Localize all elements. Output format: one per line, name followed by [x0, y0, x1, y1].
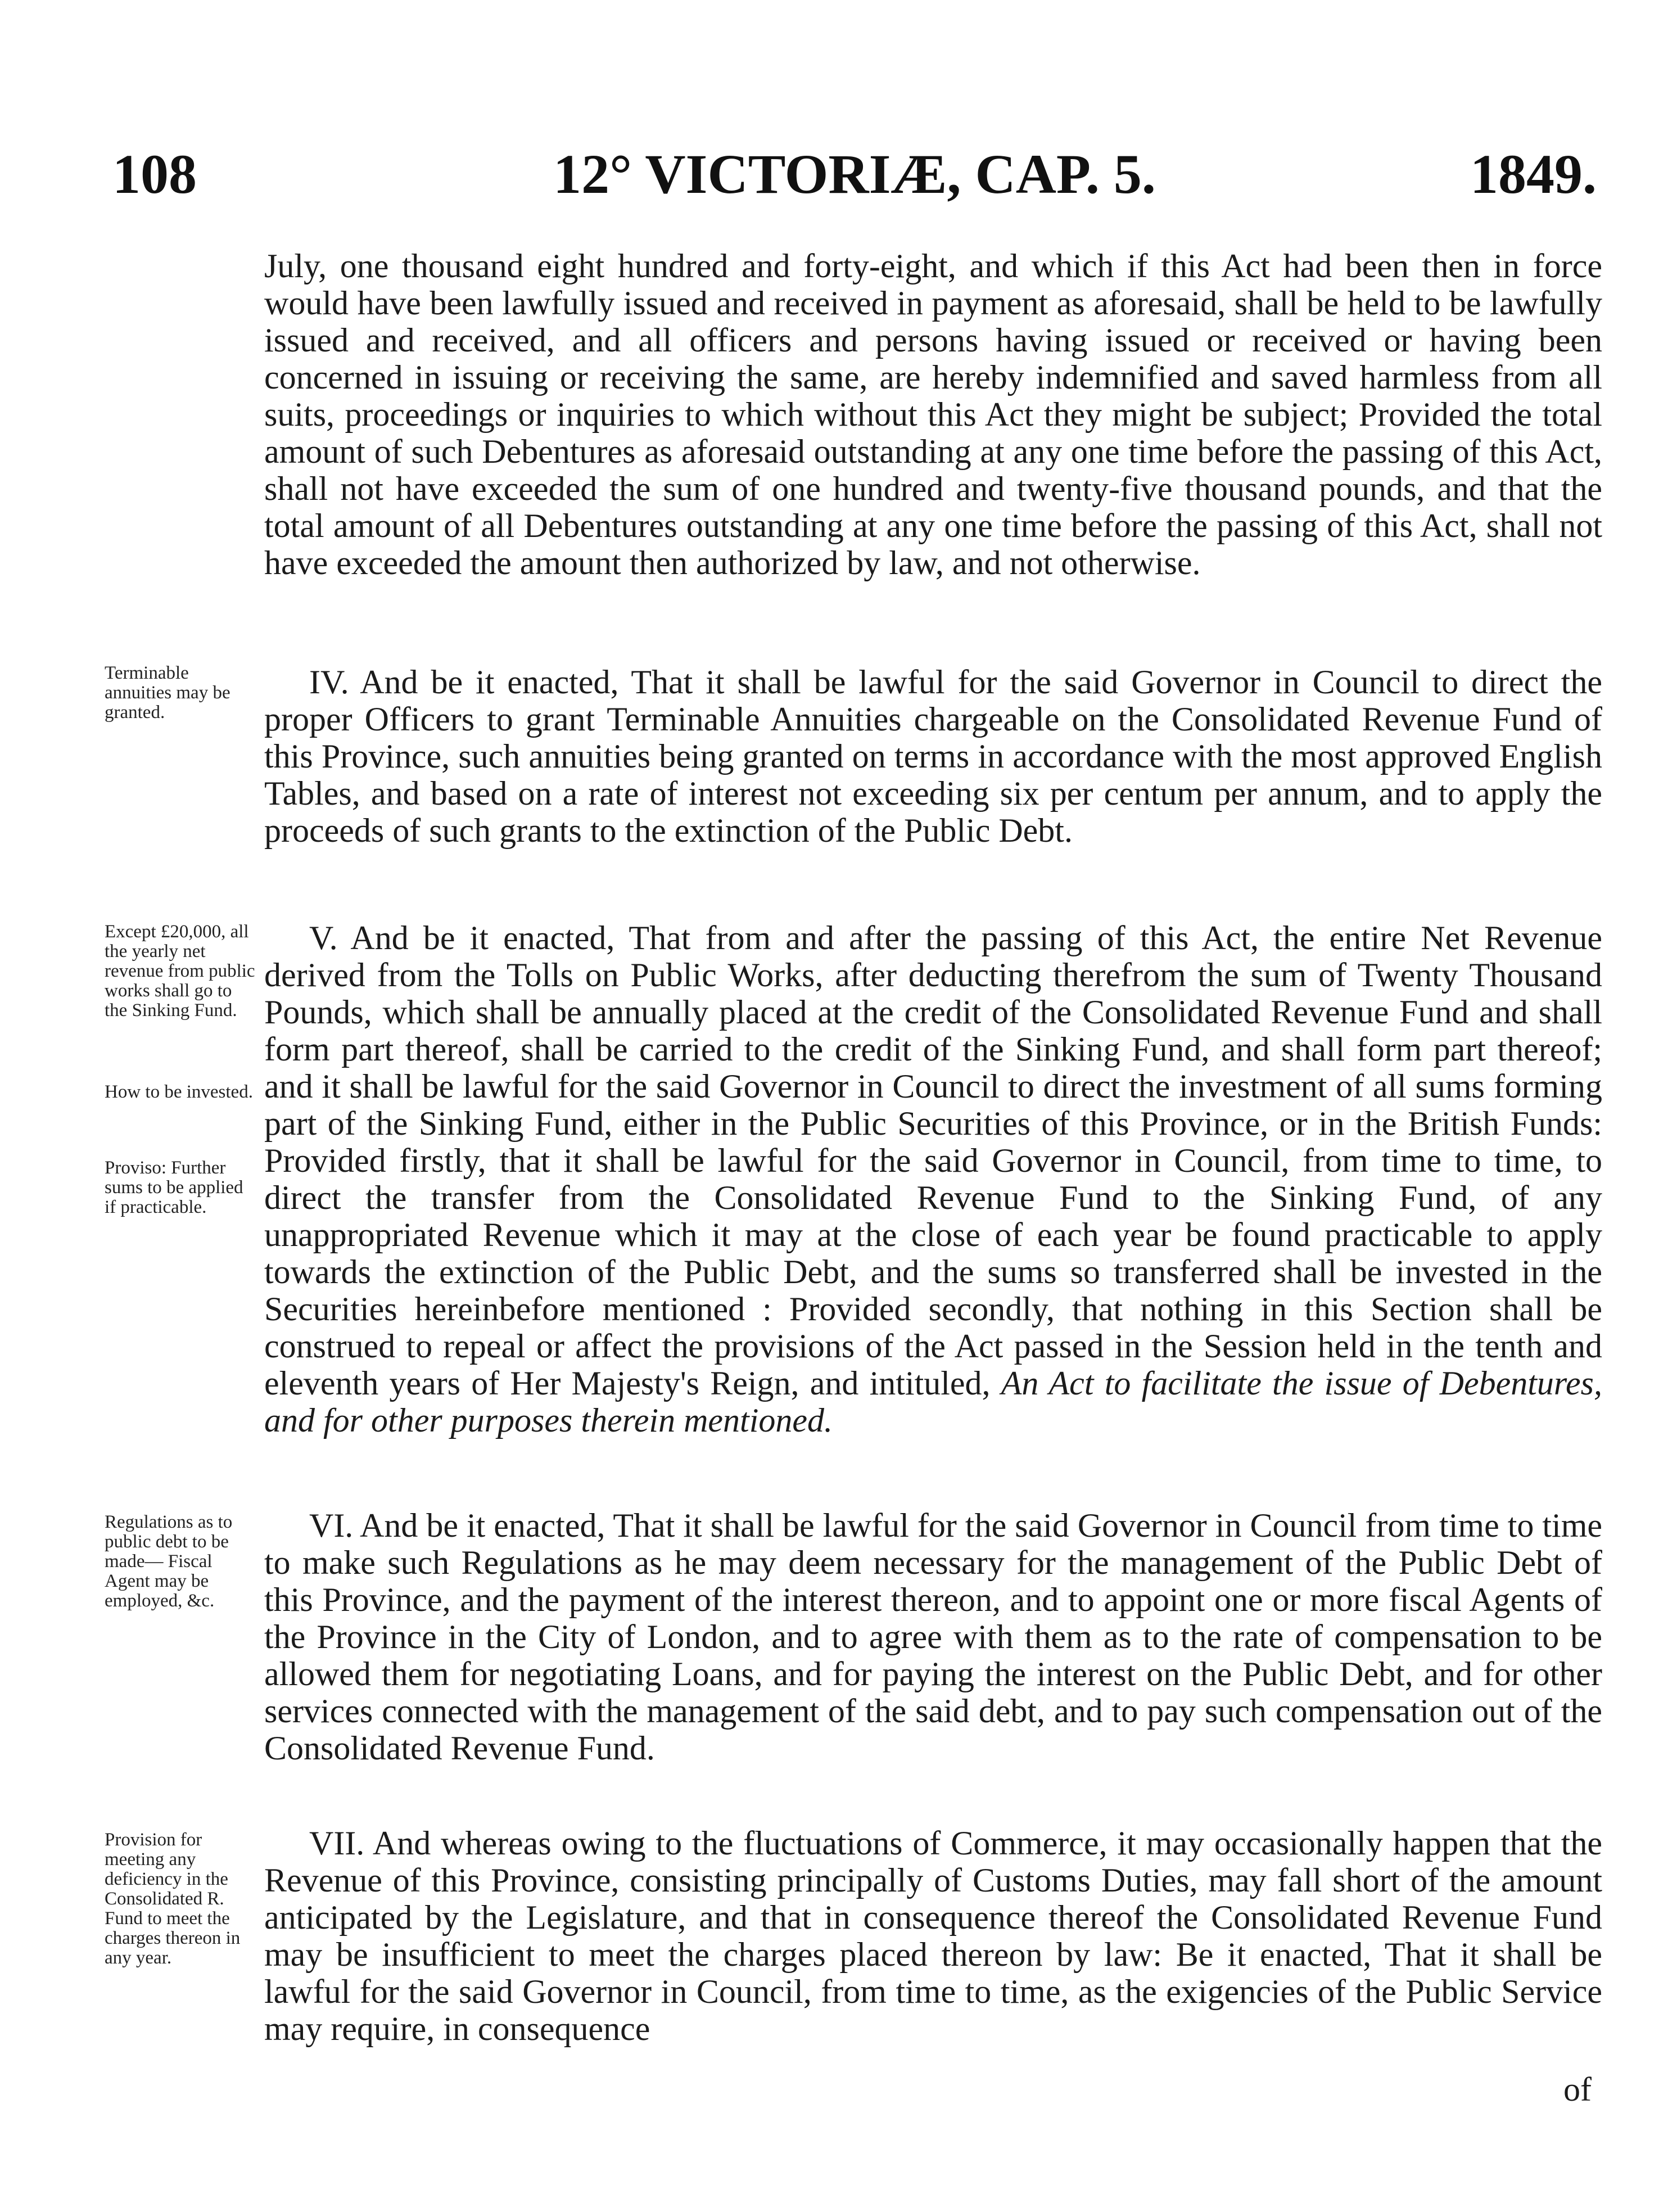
continuation-text: July, one thousand eight hundred and forty-eight, and which if this Act had been then in force would have been lawfully issued and received in payment as aforesaid, shall be held to be lawfully issued and received, and all officers and persons having issued or received or having been concerned in issuing or receiving the same, are hereby indemnified and saved harmless from all suits, proceedings or inquiries to which without this Act they might be subject; Provided the total amount of such Debentures as aforesaid outstanding at any one time before the passing of this Act, shall not have exceeded the sum of one hundred and twenty-five thousand pounds, and that the total amount of all Debentures outstanding at any one time before the passing of this Act, shall not have exceeded the amount then authorized by law, and not otherwise.	[264, 247, 1602, 581]
header-year: 1849.	[1470, 143, 1597, 205]
page-header	[112, 142, 1597, 209]
margin-note-section-4: Terminable annuities may be granted.	[105, 663, 230, 723]
margin-note-section-5-proviso: Proviso: Further sums to be applied if practicable.	[105, 1158, 243, 1217]
section-5-act-title: An Act to facilitate the issue of Debentures, and for other purposes therein mentioned.	[264, 1365, 1602, 1439]
page-number: 108	[112, 143, 197, 205]
section-6	[264, 1507, 1602, 1767]
margin-note-section-6: Regulations as to public debt to be made— Fiscal Agent may be employed, &c.	[105, 1512, 233, 1611]
catchword: of	[1563, 2071, 1592, 2108]
running-title: 12° VICTORIÆ, CAP. 5.	[553, 143, 1156, 205]
margin-note-section-5-revenue: Except £20,000, all the yearly net revenue from public works shall go to the Sinking Fund.	[105, 922, 255, 1021]
margin-note-section-5-investment: How to be invested.	[105, 1082, 253, 1102]
section-7	[264, 1825, 1602, 2047]
margin-note-section-7: Provision for meeting any deficiency in the Consolidated R. Fund to meet the charges thereon in any year.	[105, 1830, 241, 1968]
section-4	[264, 663, 1602, 849]
section-5	[264, 919, 1602, 1439]
section-5-paragraph	[264, 919, 1602, 1439]
section-7-text: VII. And whereas owing to the fluctuations of Commerce, it may occasionally happen that the Revenue of this Province, consisting principally of Customs Duties, may fall short of the amount anticipated by the Legislature, and that in consequence thereof the Consolidated Revenue Fund may be insufficient to meet the charges placed thereon by law: Be it enacted, That it shall be lawful for the said Governor in Council, from time to time, as the exigencies of the Public Service may require, in consequence	[264, 1825, 1602, 2047]
section-4-text: IV. And be it enacted, That it shall be lawful for the said Governor in Council to direct the proper Officers to grant Terminable Annuities chargeable on the Consolidated Revenue Fund of this Province, such annuities being granted on terms in accordance with the most approved English Tables, and based on a rate of interest not exceeding six per centum per annum, and to apply the proceeds of such grants to the extinction of the Public Debt.	[264, 663, 1602, 849]
section-5-text: V. And be it enacted, That from and after the passing of this Act, the entire Net Revenue derived from the Tolls on Public Works, after deducting therefrom the sum of Twenty Thousand Pounds, which shall be annually placed at the credit of the Consolidated Revenue Fund and shall form part thereof, shall be carried to the credit of the Sinking Fund, and shall form part thereof; and it shall be lawful for the said Governor in Council to direct the investment of all sums forming part of the Sinking Fund, either in the Public Securities of this Province, or in the British Funds: Provided firstly, that it shall be lawful for the said Governor in Council, from time to time, to direct the transfer from the Consolidated Revenue Fund to the Sinking Fund, of any unappropriated Revenue which it may at the close of each year be found practicable to apply towards the extinction of the Public Debt, and the sums so transferred shall be invested in the Securities hereinbefore mentioned : Provided secondly, that nothing in this Section shall be construed to repeal or affect the provisions of the Act passed in the Session held in the tenth and eleventh years of Her Majesty's Reign, and intituled,	[264, 919, 1602, 1402]
section-6-text: VI. And be it enacted, That it shall be lawful for the said Governor in Council from time to time to make such Regulations as he may deem necessary for the management of the Public Debt of this Province, and the payment of the interest thereon, and to appoint one or more fiscal Agents of the Province in the City of London, and to agree with them as to the rate of compensation to be allowed them for negotiating Loans, and for paying the interest on the Public Debt, and for other services connected with the management of the said debt, and to pay such compensation out of the Consolidated Revenue Fund.	[264, 1507, 1603, 1767]
continuation-paragraph	[264, 247, 1602, 581]
